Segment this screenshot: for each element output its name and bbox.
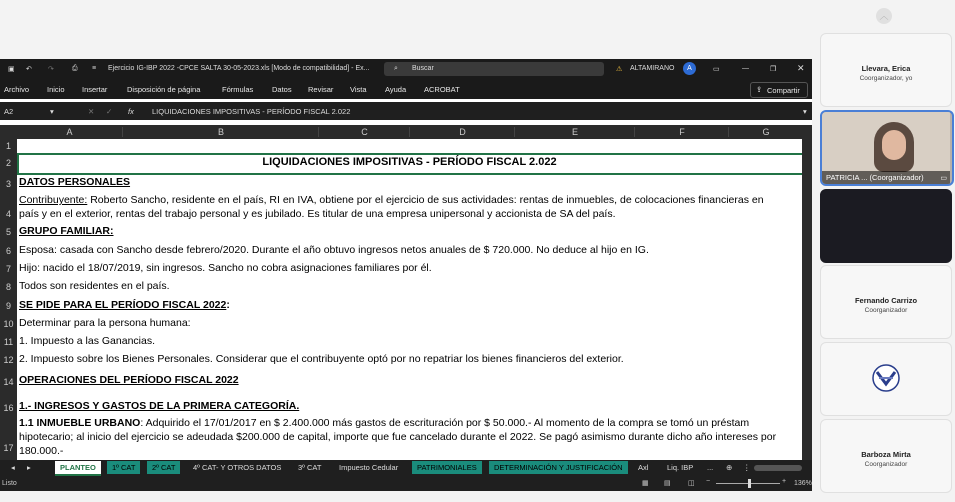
- fx-icon[interactable]: fx: [128, 107, 134, 116]
- participant-video-face: [882, 130, 906, 160]
- warning-icon: ⚠: [616, 66, 623, 73]
- inmueble-line-1: [19, 417, 749, 429]
- contribuyente-text: Roberto Sancho, residente en el país, RI en IVA, obtiene por el ejercicio de sus actividades: rentas de inmuebles, de colocaciones financieras en: [87, 194, 764, 206]
- column-g[interactable]: G: [728, 127, 803, 137]
- section-operaciones: OPERACIONES DEL PERÍODO FISCAL 2022: [19, 374, 239, 386]
- inmueble-text: : Adquirido el 17/01/2017 en $ 2.400.000 más gastos de escrituración por $ 50.000.- Al momento de la compra se tomó un préstam: [140, 417, 750, 429]
- menu-acrobat[interactable]: ACROBAT: [424, 85, 460, 94]
- row-header[interactable]: 14: [3, 377, 14, 387]
- impuesto-2-line: 2. Impuesto sobre los Bienes Personales. Considerar que el contribuyente optó por no repatriar los bienes financieros del exterior.: [19, 353, 624, 365]
- name-box[interactable]: A2: [4, 107, 14, 116]
- status-bar: [0, 476, 812, 491]
- row-header[interactable]: 3: [5, 179, 11, 189]
- column-b[interactable]: B: [122, 127, 319, 137]
- sheet-tabs: [0, 460, 812, 476]
- save-icon[interactable]: ▣: [8, 66, 15, 73]
- user-avatar[interactable]: A: [683, 62, 696, 75]
- column-f[interactable]: F: [634, 127, 729, 137]
- undo-icon[interactable]: ↶: [26, 66, 32, 73]
- section-grupo-familiar: GRUPO FAMILIAR:: [19, 225, 114, 237]
- page-break-icon[interactable]: ◫: [688, 480, 695, 487]
- participant-tile-erica[interactable]: [820, 33, 952, 107]
- more-tabs[interactable]: ...: [707, 463, 714, 472]
- top-area: [0, 0, 812, 60]
- zoom-slider-thumb[interactable]: [748, 479, 751, 488]
- column-headers: [0, 125, 802, 139]
- close-icon[interactable]: ✕: [797, 63, 805, 73]
- menu-ayuda[interactable]: Ayuda: [385, 85, 407, 94]
- normal-view-icon[interactable]: ▦: [642, 480, 649, 487]
- zoom-out-icon[interactable]: −: [706, 478, 711, 485]
- title-bar: [0, 59, 812, 79]
- formula-input[interactable]: LIQUIDACIONES IMPOSITIVAS - PERÍODO FISCAL 2.022: [152, 107, 351, 116]
- formula-bar: [0, 102, 812, 120]
- contribuyente-label: Contribuyente:: [19, 194, 88, 206]
- column-d[interactable]: D: [409, 127, 515, 137]
- tab-patrimoniales[interactable]: PATRIMONIALES: [412, 461, 482, 474]
- menu-inicio[interactable]: Inicio: [47, 85, 65, 94]
- inmueble-line-3: 180.000.-: [19, 445, 64, 457]
- share-icon: ⇪: [756, 85, 763, 94]
- cancel-icon[interactable]: ✕: [88, 107, 95, 116]
- menu-archivo[interactable]: Archivo: [4, 85, 30, 94]
- row-header[interactable]: 10: [3, 319, 14, 329]
- menu-revisar[interactable]: Revisar: [308, 85, 334, 94]
- participant-tile-mirta[interactable]: [820, 419, 952, 493]
- tab-impuesto-cedular[interactable]: Impuesto Cedular: [339, 463, 399, 472]
- row-headers: [0, 139, 17, 469]
- se-pide-text: SE PIDE PARA EL PERÍODO FISCAL 2022: [19, 299, 227, 311]
- row-header[interactable]: 11: [3, 337, 14, 347]
- vertical-scrollbar[interactable]: [802, 125, 812, 469]
- column-c[interactable]: C: [318, 127, 410, 137]
- print-preview-icon[interactable]: ⎙: [72, 65, 78, 72]
- screen-share-icon: ▭: [940, 175, 947, 182]
- name-box-dropdown-icon[interactable]: ▾: [50, 107, 54, 116]
- section-ingresos-gastos: 1.- INGRESOS Y GASTOS DE LA PRIMERA CATEGORÍA.: [19, 400, 300, 412]
- column-e[interactable]: E: [514, 127, 635, 137]
- section-datos-personales: DATOS PERSONALES: [19, 176, 131, 188]
- row-header[interactable]: 17: [3, 443, 14, 453]
- search-placeholder: Buscar: [412, 65, 434, 72]
- tab-2-cat[interactable]: 2º CAT: [147, 461, 180, 474]
- ribbon-menu: [0, 79, 812, 99]
- row-header[interactable]: 12: [3, 355, 14, 365]
- organization-logo-icon: [869, 363, 903, 393]
- inmueble-line-2: hipotecario; al inicio del ejercicio se adeudada $200.000 de capital, importe que fue cancelado durante el 2022. Se pagó asimismo durante dicho año intereses por: [19, 431, 777, 443]
- worksheet-grid[interactable]: [17, 139, 802, 469]
- options-icon[interactable]: ⋮: [743, 463, 751, 472]
- participant-tile-logo[interactable]: [820, 342, 952, 416]
- inmueble-label: 1.1 INMUEBLE URBANO: [19, 417, 141, 429]
- contribuyente-line-1: [19, 194, 764, 206]
- row-header[interactable]: 5: [5, 227, 11, 237]
- se-pide-colon: :: [226, 299, 230, 311]
- participant-role: Coorganizador: [864, 461, 908, 468]
- sheet-title: LIQUIDACIONES IMPOSITIVAS - PERÍODO FISCAL 2.022: [262, 156, 557, 168]
- tab-determinacion[interactable]: DETERMINACIÓN Y JUSTIFICACIÓN: [489, 461, 628, 474]
- enter-icon[interactable]: ✓: [106, 107, 113, 116]
- column-a[interactable]: A: [66, 127, 73, 137]
- next-sheet-icon[interactable]: ▸: [27, 463, 31, 472]
- zoom-in-icon[interactable]: +: [782, 478, 787, 485]
- menu-disposicion[interactable]: Disposición de página: [127, 85, 201, 94]
- share-button[interactable]: [750, 82, 808, 98]
- row-header[interactable]: 7: [5, 264, 11, 274]
- row-header[interactable]: 1: [5, 141, 11, 151]
- collapse-up-icon[interactable]: ︿: [876, 8, 892, 24]
- expand-formula-icon[interactable]: ▾: [803, 107, 807, 116]
- participant-tile-patricia[interactable]: [820, 110, 954, 186]
- tab-planteo[interactable]: PLANTEO: [55, 461, 101, 476]
- status-text: Listo: [2, 480, 17, 487]
- search-icon: ⌕: [394, 65, 398, 72]
- user-name[interactable]: ALTAMIRANO: [630, 65, 675, 72]
- row-header[interactable]: 16: [3, 403, 14, 413]
- participant-name: PATRICIA ... (Coorganizador): [826, 173, 924, 182]
- search-box[interactable]: [384, 62, 604, 76]
- participant-role: Coorganizador, yo: [859, 75, 913, 82]
- row-header[interactable]: 8: [5, 282, 11, 292]
- ribbon-display-icon[interactable]: ▭: [713, 66, 720, 73]
- zoom-level[interactable]: 136%: [794, 480, 812, 487]
- window-title: Ejercicio IG-IBP 2022 -CPCE SALTA 30-05-2023.xls [Modo de compatibilidad] - Ex...: [108, 65, 370, 72]
- add-sheet-icon[interactable]: ⊕: [726, 463, 733, 472]
- share-label: Compartir: [767, 86, 800, 95]
- row-header[interactable]: 4: [5, 209, 11, 219]
- minimize-icon[interactable]: —: [742, 65, 749, 72]
- esposa-line: Esposa: casada con Sancho desde febrero/2020. Durante el año obtuvo ingresos netos anuales de $ 720.000. No deduce al hijo en IG.: [19, 244, 649, 256]
- page-layout-icon[interactable]: ▤: [664, 480, 671, 487]
- participant-name: Llevara, Erica: [861, 64, 911, 73]
- participant-tile-fernando[interactable]: [820, 265, 952, 339]
- menu-insertar[interactable]: Insertar: [82, 85, 108, 94]
- prev-sheet-icon[interactable]: ◂: [11, 463, 15, 472]
- impuesto-1-line: 1. Impuesto a las Ganancias.: [19, 335, 155, 347]
- contribuyente-line-2: país y en el exterior, rentas del trabajo personal y es jubilado. Es titular de una empresa unipersonal y accionista de SA del país.: [19, 208, 616, 220]
- tab-liq-ibp[interactable]: Liq. IBP: [667, 463, 694, 472]
- excel-window: [0, 59, 812, 491]
- menu-vista[interactable]: Vista: [350, 85, 367, 94]
- menu-datos[interactable]: Datos: [272, 85, 292, 94]
- tab-3-cat[interactable]: 3º CAT: [298, 463, 322, 472]
- participant-name: Barboza Mirta: [861, 450, 911, 459]
- participant-name: Fernando Carrizo: [854, 296, 918, 305]
- tab-4-cat[interactable]: 4º CAT- Y OTROS DATOS: [193, 463, 282, 472]
- menu-formulas[interactable]: Fórmulas: [222, 85, 254, 94]
- tab-axl[interactable]: Axl: [638, 463, 649, 472]
- maximize-icon[interactable]: ❐: [770, 66, 777, 73]
- hijo-line: Hijo: nacido el 18/07/2019, sin ingresos. Sancho no cobra asignaciones familiares por él.: [19, 262, 432, 274]
- determinar-line: Determinar para la persona humana:: [19, 317, 191, 329]
- tab-1-cat[interactable]: 1º CAT: [107, 461, 140, 474]
- row-header[interactable]: 9: [5, 301, 11, 311]
- section-se-pide: [19, 299, 230, 311]
- horizontal-scrollbar[interactable]: [754, 465, 802, 471]
- customize-icon[interactable]: ≡: [92, 65, 97, 72]
- participant-tile-dark[interactable]: [820, 189, 952, 263]
- todos-line: Todos son residentes en el país.: [19, 280, 170, 292]
- redo-icon[interactable]: ↷: [48, 66, 54, 73]
- row-header[interactable]: 6: [5, 246, 11, 256]
- row-header[interactable]: 2: [5, 158, 11, 168]
- participant-role: Coorganizador: [864, 307, 908, 314]
